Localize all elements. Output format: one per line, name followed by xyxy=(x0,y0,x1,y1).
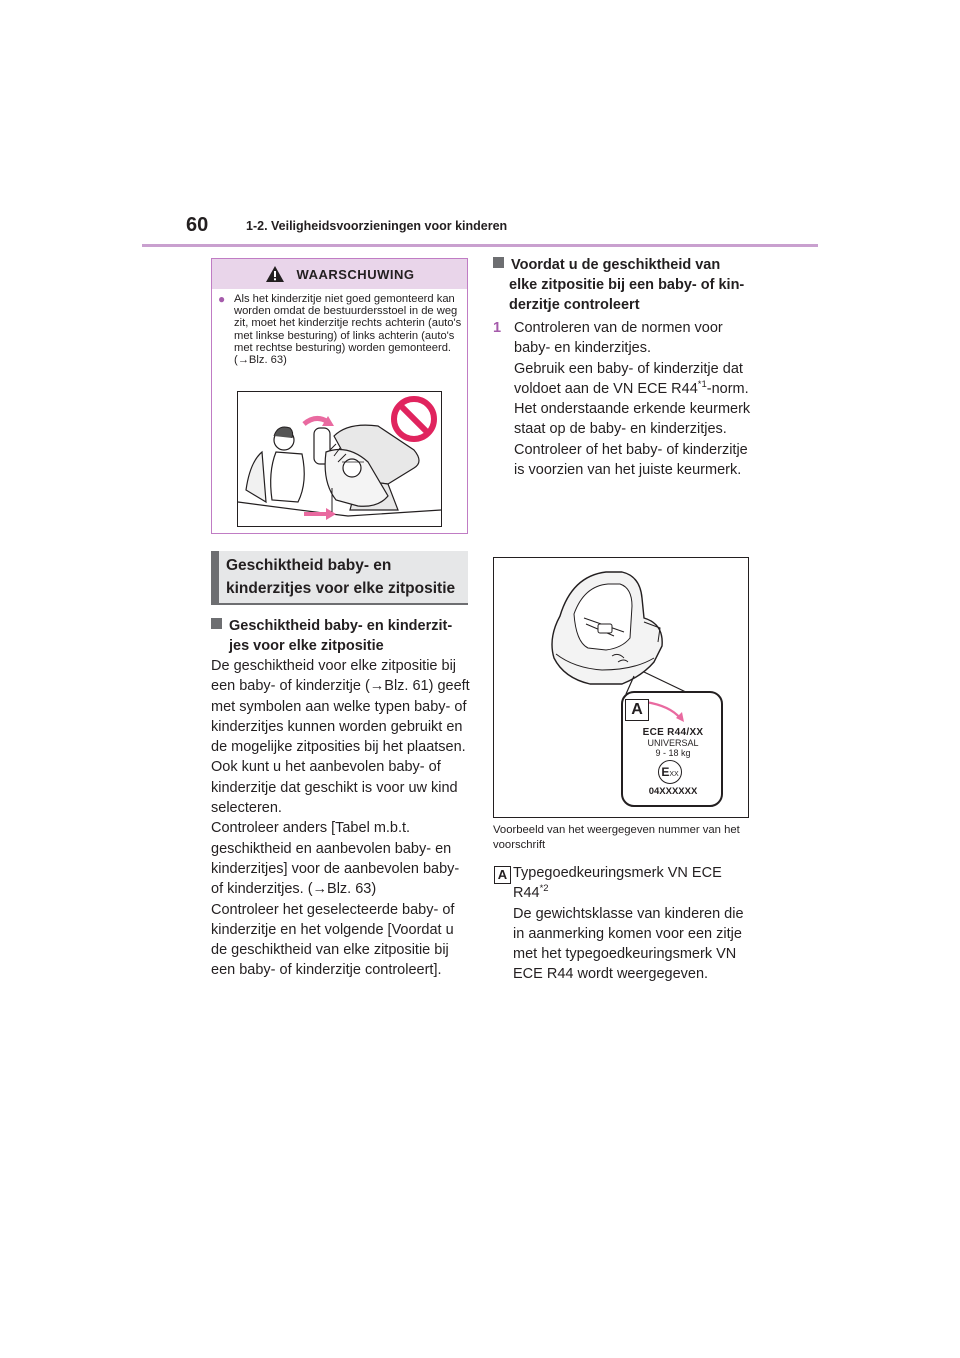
bullet-icon: ● xyxy=(218,292,226,306)
step-line-2-suffix: -norm. xyxy=(706,380,749,397)
step-line-2 xyxy=(514,359,758,400)
step-line-4: Controleer of het baby- of kinderzitje is voorzien van het juiste keurmerk. xyxy=(514,441,748,479)
section-heading xyxy=(211,551,468,605)
chapter-title: 1-2. Veiligheidsvoorzieningen voor kinderen xyxy=(246,219,508,233)
key-A-description xyxy=(513,863,753,985)
left-body xyxy=(211,656,473,981)
paragraph-3: Controleer het geselecteerde baby- of kinderzitje en het volgende [Voordat u de geschiktheid van elke zitpositie bij een baby- of kinderzitje controleert]. xyxy=(211,901,455,979)
right-subheading xyxy=(493,255,758,315)
warning-triangle-icon xyxy=(265,265,285,283)
warning-text: Als het kinderzitje niet goed gemonteerd kan worden omdat de bestuurdersstoel in de weg zit, moet het kinderzitje rechts achterin (auto's met linkse besturing) of links achterin (auto's met rechtse besturing) worden gemonteerd. (→Blz. 63) xyxy=(234,293,462,367)
e-mark-number: XX xyxy=(669,771,679,778)
paragraph-2: Controleer anders [Tabel m.b.t. geschiktheid en aanbevolen baby- en kinderzitjes] voor de aanbevolen baby- of kinderzitjes. (→Blz. 63) xyxy=(211,820,460,898)
e-mark xyxy=(658,760,682,784)
key-line-1-text: Typegoedkeuringsmerk VN ECE R44 xyxy=(513,865,722,902)
step-text xyxy=(514,318,758,480)
page-number: 60 xyxy=(186,214,209,236)
step-number: 1 xyxy=(493,320,502,336)
warning-title: WAARSCHUWING xyxy=(296,266,415,282)
left-subheading-line-1: Geschiktheid baby- en kinderzit- xyxy=(229,618,453,634)
child-seat-drawing xyxy=(238,392,441,526)
step-1 xyxy=(493,318,758,480)
left-subheading-line-2: jes voor elke zitpositie xyxy=(229,638,384,654)
right-subheading-line-1: Voordat u de geschiktheid van xyxy=(511,257,721,273)
figure-caption: Voorbeeld van het weergegeven nummer van het voorschrift xyxy=(493,824,740,851)
step-line-2-text: Gebruik een baby- of kinderzitje dat voldoet aan de VN ECE R44 xyxy=(514,360,743,397)
baby-seat-drawing xyxy=(494,558,748,817)
header-rule xyxy=(142,244,818,247)
right-subheading-line-2: elke zitpositie bij een baby- of kin- xyxy=(509,277,745,293)
approval-code: 04XXXXXX xyxy=(648,786,698,797)
footnote-ref-1: *1 xyxy=(697,378,707,390)
right-subheading-line-3: derzitje controleert xyxy=(509,297,640,313)
section-heading-text: Geschiktheid baby- en kinderzitjes voor elke zitpositie xyxy=(226,557,456,597)
key-line-1 xyxy=(513,863,753,904)
left-subheading xyxy=(211,616,468,656)
label-line-1: ECE R44/XX xyxy=(642,727,704,738)
step-line-3: Het onderstaande erkende keurmerk staat op de baby- en kinderzitjes. xyxy=(514,401,751,438)
paragraph-1: De geschiktheid voor elke zitpositie bij een baby- of kinderzitje (→Blz. 61) geeft met symbolen aan welke typen baby- of kinderzitjes kunnen worden gebruikt en de mogelijke zitposities bij het plaatsen. Ook kunt u het aanbevolen baby- of kinderzitje dat geschikt is voor uw kind selecteren. xyxy=(211,658,470,817)
key-line-2: De gewichtsklasse van kinderen die in aanmerking komen voor een zitje met het typegoedkeuringsmerk VN ECE R44 wordt weergegeven. xyxy=(513,905,744,983)
section-bar xyxy=(211,551,219,603)
square-bullet-icon xyxy=(493,257,504,268)
baby-seat-illustration xyxy=(493,557,749,818)
warning-text-block xyxy=(218,293,463,366)
label-line-2: UNIVERSAL xyxy=(647,738,699,748)
callout-label-A: A xyxy=(625,699,649,721)
child-seat-illustration xyxy=(237,391,442,527)
key-label-A: A xyxy=(494,866,511,884)
square-bullet-icon xyxy=(211,618,222,629)
step-line-1: Controleren van de normen voor baby- en kinderzitjes. xyxy=(514,320,723,357)
e-mark-letter: E xyxy=(661,765,670,779)
warning-header xyxy=(212,259,467,289)
label-line-3: 9 - 18 kg xyxy=(655,748,691,758)
footnote-ref-2: *2 xyxy=(539,883,549,895)
